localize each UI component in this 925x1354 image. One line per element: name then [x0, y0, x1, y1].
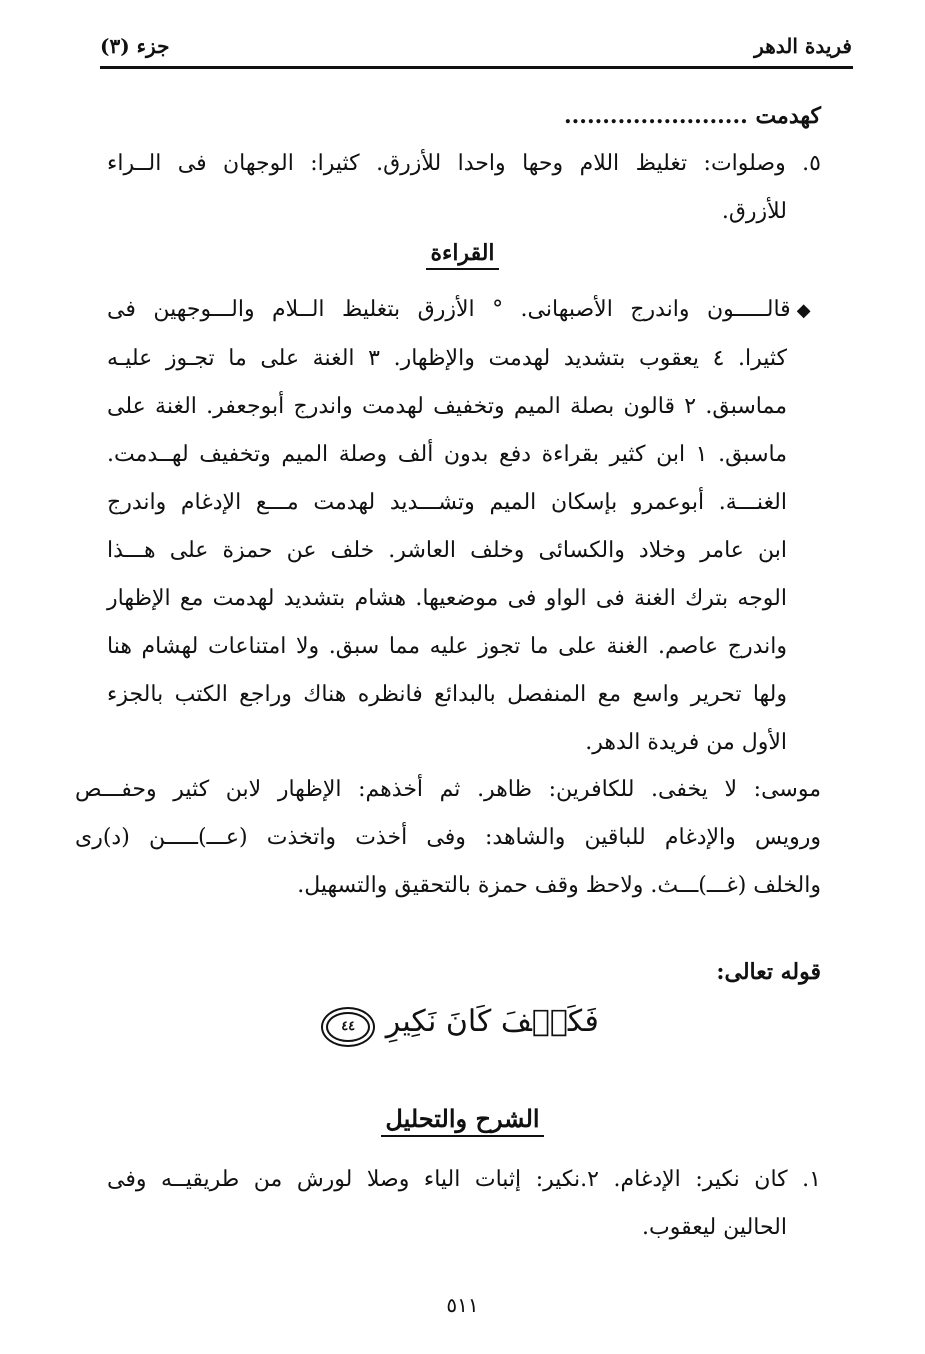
sharh-heading-wrap	[0, 1104, 925, 1137]
qiraa-heading: القراءة	[426, 240, 498, 270]
sharh-paragraph	[107, 1156, 821, 1252]
sharh-line: ١. كان نكير: الإدغام. ٢.نكير: إثبات الياء وصلا لورش من طريقيــه وفى	[107, 1167, 821, 1192]
qiraa-line	[107, 286, 821, 335]
qiraa-paragraph	[107, 286, 821, 767]
qiraa-line: الوجه بترك الغنة فى الواو فى موضعيها. هشام بتشديد لهدمت مع الإظهار	[107, 586, 787, 611]
diamond-bullet-icon: ◆	[796, 300, 822, 321]
sharh-heading: الشرح والتحليل	[381, 1104, 543, 1137]
musa-line: ورويس والإدغام للباقين والشاهد: وفى أخذت واتخذت (عـــ)ـــــن (د)رى	[75, 825, 821, 850]
musa-paragraph	[75, 766, 821, 910]
qiraa-line-text: قالـــــون واندرج الأصبهانى. ° الأزرق بتغليظ الــلام والـــوجهين فى	[107, 297, 791, 322]
item-5-block	[107, 92, 821, 236]
qiraa-line: الغنـــة. أبوعمرو بإسكان الميم وتشـــديد لهدمت مـــع الإدغام واندرج	[107, 490, 787, 515]
musa-line: موسى: لا يخفى. للكافرين: ظاهر. ثم أخذهم: الإظهار لابن كثير وحفـــص	[75, 777, 821, 802]
musa-line: والخلف (غـــ)ـــث. ولاحظ وقف حمزة بالتحقيق والتسهيل.	[297, 873, 821, 898]
qiraa-line: مماسبق. ٢ قالون بصلة الميم وتخفيف لهدمت واندرج أبوجعفر. الغنة على	[107, 394, 787, 419]
page-header	[100, 28, 852, 64]
qiraa-line: كثيرا. ٤ يعقوب بتشديد لهدمت والإظهار. ٣ الغنة على ما تجـوز عليـه	[107, 346, 788, 371]
item-5-line-2: للأزرق.	[721, 199, 787, 224]
verse-intro: قوله تعالى:	[716, 959, 821, 985]
qiraa-line: واندرج عاصم. الغنة على ما تجوز عليه مما سبق. ولا امتناعات لهشام هنا	[107, 634, 787, 659]
page-number: ٥١١	[446, 1293, 479, 1317]
qiraa-heading-wrap	[0, 240, 925, 270]
header-rule	[100, 66, 853, 69]
quran-verse: فَكَيۡفَ كَانَ نَكِيرِ	[385, 1004, 599, 1039]
qiraa-line: ولها تحرير واسع مع المنفصل بالبدائع فانظره هناك وراجع الكتب بالجزء	[107, 682, 787, 707]
qiraa-line: ابن عامر وخلاد والكسائى وخلف العاشر. خلف عن حمزة على هـــذا	[107, 538, 787, 563]
qiraa-line: الأول من فريدة الدهر.	[585, 730, 787, 755]
sharh-line: الحالين ليعقوب.	[642, 1215, 787, 1240]
verse-intro-wrap	[107, 948, 821, 996]
book-title: فريدة الدهر	[754, 34, 852, 58]
word-line: كهدمت ........................	[563, 103, 821, 129]
verse-wrap	[0, 1004, 925, 1042]
qiraa-line: ماسبق. ١ ابن كثير بقراءة دفع بدون ألف وصلة الميم وتخفيف لهــدمت.	[107, 442, 787, 467]
item-5-line-1: ٥. وصلوات: تغليظ اللام وحها واحدا للأزرق. كثيرا: الوجهان فى الــراء	[107, 151, 821, 176]
part-label: جزء (٣)	[100, 34, 170, 58]
ayah-number-mark: ٤٤	[326, 1012, 370, 1042]
